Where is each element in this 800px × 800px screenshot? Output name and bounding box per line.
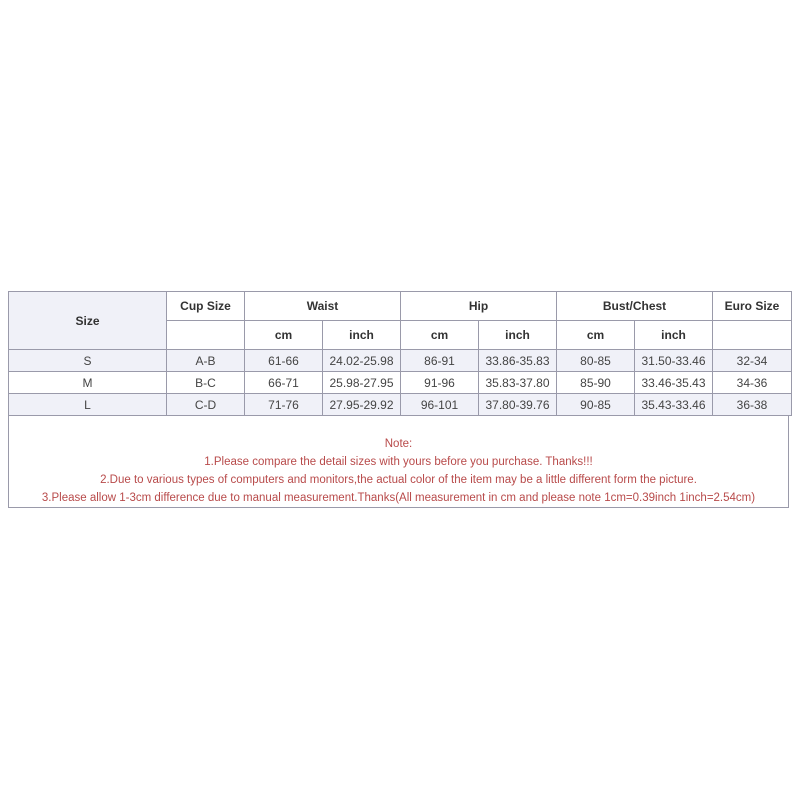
cell-euro: 36-38 [713, 394, 792, 416]
note-line-2: 2.Due to various types of computers and monitors,the actual color of the item may be a little different form the picture. [100, 474, 697, 486]
header-waist-cm: cm [245, 321, 323, 350]
cell-bust-inch: 33.46-35.43 [635, 372, 713, 394]
cell-hip-cm: 86-91 [401, 350, 479, 372]
header-bust-chest: Bust/Chest [557, 292, 713, 321]
cell-size: M [9, 372, 167, 394]
header-waist-inch: inch [323, 321, 401, 350]
cell-bust-cm: 85-90 [557, 372, 635, 394]
header-euro-unit-empty [713, 321, 792, 350]
cell-waist-inch: 27.95-29.92 [323, 394, 401, 416]
cell-waist-cm: 71-76 [245, 394, 323, 416]
header-euro-size: Euro Size [713, 292, 792, 321]
cell-waist-inch: 24.02-25.98 [323, 350, 401, 372]
cell-euro: 32-34 [713, 350, 792, 372]
size-table [8, 291, 792, 416]
header-cup-unit-empty [167, 321, 245, 350]
cell-cup: B-C [167, 372, 245, 394]
cell-euro: 34-36 [713, 372, 792, 394]
cell-size: S [9, 350, 167, 372]
note-line-3: 3.Please allow 1-3cm difference due to manual measurement.Thanks(All measurement in cm and please note 1cm=0.39inch 1inch=2.54cm) [41, 492, 756, 504]
table-row [9, 350, 792, 372]
cell-hip-inch: 37.80-39.76 [479, 394, 557, 416]
cell-waist-inch: 25.98-27.95 [323, 372, 401, 394]
size-chart [8, 291, 791, 508]
note-line-1: 1.Please compare the detail sizes with yours before you purchase. Thanks!!! [204, 456, 593, 468]
cell-bust-inch: 35.43-33.46 [635, 394, 713, 416]
cell-bust-cm: 90-85 [557, 394, 635, 416]
notes-box [8, 416, 789, 508]
cell-size: L [9, 394, 167, 416]
header-waist: Waist [245, 292, 401, 321]
cell-cup: A-B [167, 350, 245, 372]
header-hip-cm: cm [401, 321, 479, 350]
cell-waist-cm: 66-71 [245, 372, 323, 394]
cell-hip-inch: 35.83-37.80 [479, 372, 557, 394]
cell-hip-cm: 91-96 [401, 372, 479, 394]
cell-hip-inch: 33.86-35.83 [479, 350, 557, 372]
cell-waist-cm: 61-66 [245, 350, 323, 372]
note-title: Note: [384, 438, 413, 450]
header-hip-inch: inch [479, 321, 557, 350]
header-bust-cm: cm [557, 321, 635, 350]
cell-cup: C-D [167, 394, 245, 416]
header-size: Size [9, 292, 167, 350]
header-bust-inch: inch [635, 321, 713, 350]
table-row [9, 372, 792, 394]
header-hip: Hip [401, 292, 557, 321]
cell-bust-inch: 31.50-33.46 [635, 350, 713, 372]
header-cup-size: Cup Size [167, 292, 245, 321]
cell-hip-cm: 96-101 [401, 394, 479, 416]
cell-bust-cm: 80-85 [557, 350, 635, 372]
table-row [9, 394, 792, 416]
